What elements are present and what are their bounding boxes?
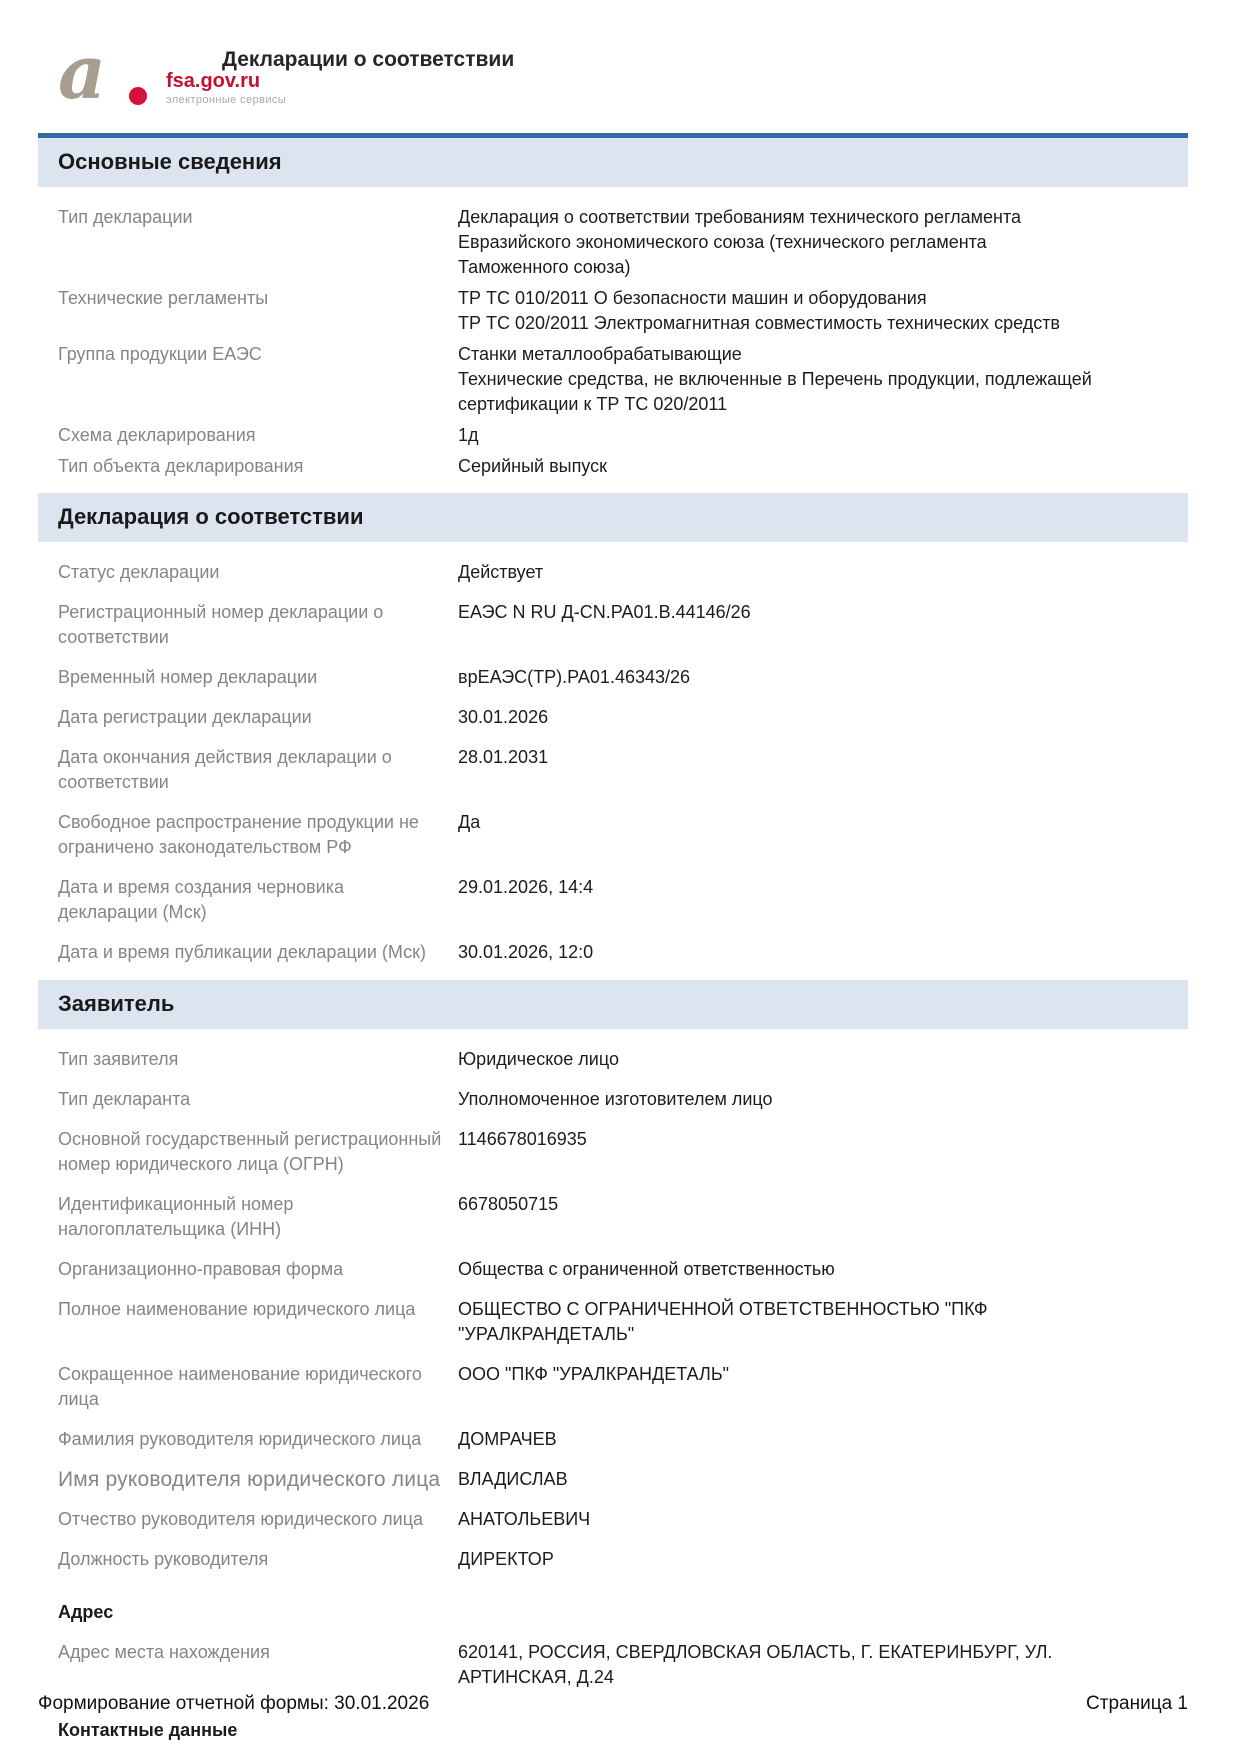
field-values — [458, 1467, 1098, 1492]
field-value: Да — [458, 812, 481, 832]
field-value: Декларация о соответствии требованиям технического регламента Евразийского экономического союза (технического регламента Таможенного союза) — [458, 207, 1022, 277]
field-values — [458, 1127, 1098, 1152]
field-label: Технические регламенты — [58, 288, 269, 308]
field-row — [58, 1087, 1168, 1112]
field-values — [458, 1547, 1098, 1572]
field-row — [58, 1547, 1168, 1572]
field-label: Имя руководителя юридического лица — [58, 1468, 441, 1491]
section-basic-info-title: Основные сведения — [38, 133, 1188, 187]
field-values — [458, 705, 1098, 730]
field-label: Схема декларирования — [58, 425, 256, 445]
field-value: ОБЩЕСТВО С ОГРАНИЧЕННОЙ ОТВЕТСТВЕННОСТЬЮ "ПКФ "УРАЛКРАНДЕТАЛЬ" — [458, 1299, 988, 1344]
field-values — [458, 1507, 1098, 1532]
field-label: Свободное распространение продукции не ограничено законодательством РФ — [58, 812, 419, 857]
field-value: ВЛАДИСЛАВ — [458, 1469, 568, 1489]
field-value: ТР ТС 010/2011 О безопасности машин и оборудования — [458, 288, 927, 308]
field-values — [458, 1047, 1098, 1072]
field-label: Статус декларации — [58, 562, 220, 582]
field-label: Тип декларации — [58, 207, 193, 227]
field-value: Технические средства, не включенные в Перечень продукции, подлежащей сертификации к ТР ТС 020/2011 — [458, 369, 1092, 414]
field-row — [58, 454, 1168, 479]
field-value: Уполномоченное изготовителем лицо — [458, 1089, 773, 1109]
section-declaration-rows — [38, 560, 1188, 965]
field-row — [58, 600, 1168, 650]
field-label: Тип декларанта — [58, 1089, 191, 1109]
section-declaration-title: Декларация о соответствии — [38, 493, 1188, 542]
field-label: Тип объекта декларирования — [58, 456, 304, 476]
field-values — [458, 1427, 1098, 1452]
field-row — [58, 705, 1168, 730]
field-label: Основной государственный регистрационный номер юридического лица (ОГРН) — [58, 1129, 442, 1174]
fsa-logo-tagline: электронные сервисы — [166, 94, 287, 106]
field-values — [458, 1192, 1098, 1217]
field-label: Дата окончания действия декларации о соответствии — [58, 747, 392, 792]
field-value: 30.01.2026, 12:0 — [458, 942, 594, 962]
page-number: Страница 1 — [1086, 1693, 1188, 1714]
field-row — [58, 1192, 1168, 1242]
field-values — [458, 875, 1098, 900]
section-basic-info-rows — [38, 205, 1188, 479]
field-row — [58, 342, 1168, 417]
field-row — [58, 1127, 1168, 1177]
field-value: Общества с ограниченной ответственностью — [458, 1259, 835, 1279]
field-value: 620141, РОССИЯ, СВЕРДЛОВСКАЯ ОБЛАСТЬ, Г. ЕКАТЕРИНБУРГ, УЛ. АРТИНСКАЯ, Д.24 — [458, 1642, 1053, 1687]
field-label: Группа продукции ЕАЭС — [58, 344, 262, 364]
field-value: ООО "ПКФ "УРАЛКРАНДЕТАЛЬ" — [458, 1364, 730, 1384]
field-values — [458, 286, 1098, 336]
field-label: Полное наименование юридического лица — [58, 1299, 416, 1319]
field-values — [458, 454, 1098, 479]
field-value: Юридическое лицо — [458, 1049, 619, 1069]
field-row — [58, 1257, 1168, 1282]
field-label: Регистрационный номер декларации о соответствии — [58, 602, 384, 647]
fsa-logo-text — [166, 71, 286, 108]
field-value: ЕАЭС N RU Д-CN.РА01.В.44146/26 — [458, 602, 751, 622]
section-applicant-rows — [38, 1047, 1188, 1742]
field-row — [58, 286, 1168, 336]
subsection-title: Контактные данные — [58, 1720, 238, 1740]
field-value: ТР ТС 020/2011 Электромагнитная совместимость технических средств — [458, 313, 1060, 333]
field-value: Серийный выпуск — [458, 456, 607, 476]
svg-text:а: а — [58, 40, 106, 108]
field-row — [58, 745, 1168, 795]
field-row — [58, 810, 1168, 860]
field-values — [458, 600, 1098, 625]
field-values — [458, 342, 1098, 417]
section-basic-info — [38, 133, 1188, 479]
field-row — [58, 1467, 1168, 1492]
field-label: Организационно-правовая форма — [58, 1259, 344, 1279]
field-value: Действует — [458, 562, 544, 582]
field-values — [458, 1640, 1098, 1690]
field-label: Тип заявителя — [58, 1049, 179, 1069]
field-label: Временный номер декларации — [58, 667, 318, 687]
field-value: 1146678016935 — [458, 1129, 587, 1149]
subsection-title: Адрес — [58, 1602, 114, 1622]
section-declaration — [38, 493, 1188, 965]
field-row — [58, 940, 1168, 965]
field-value: 28.01.2031 — [458, 747, 549, 767]
field-row — [58, 1297, 1168, 1347]
section-applicant-title: Заявитель — [38, 980, 1188, 1029]
field-value: 6678050715 — [458, 1194, 559, 1214]
document-page — [38, 0, 1188, 1742]
field-value: 29.01.2026, 14:4 — [458, 877, 594, 897]
field-label: Сокращенное наименование юридического лица — [58, 1364, 422, 1409]
field-value: Станки металлообрабатывающие — [458, 344, 742, 364]
field-label: Должность руководителя — [58, 1549, 269, 1569]
field-row — [58, 1507, 1168, 1532]
field-row — [58, 560, 1168, 585]
field-row — [58, 665, 1168, 690]
field-label: Фамилия руководителя юридического лица — [58, 1429, 422, 1449]
field-row — [58, 875, 1168, 925]
field-row — [58, 1640, 1168, 1690]
field-values — [458, 1087, 1098, 1112]
field-values — [458, 810, 1098, 835]
field-values — [458, 205, 1098, 280]
page-title: Декларации о соответствии — [222, 48, 515, 71]
field-values — [458, 560, 1098, 585]
field-label: Дата и время публикации декларации (Мск) — [58, 942, 426, 962]
field-row — [58, 205, 1168, 280]
field-row — [58, 1427, 1168, 1452]
field-value: АНАТОЛЬЕВИЧ — [458, 1509, 591, 1529]
field-values — [458, 1362, 1098, 1387]
field-values — [458, 1257, 1098, 1282]
field-value: врЕАЭС(ТР).РА01.46343/26 — [458, 667, 691, 687]
field-values — [458, 423, 1098, 448]
report-generated-date: Формирование отчетной формы: 30.01.2026 — [38, 1693, 430, 1714]
fsa-logo-mark-icon — [58, 40, 158, 108]
fsa-logo-brand: fsa.gov.ru — [166, 70, 261, 92]
field-row — [58, 1047, 1168, 1072]
field-values — [458, 665, 1098, 690]
field-value: ДИРЕКТОР — [458, 1549, 554, 1569]
section-applicant — [38, 980, 1188, 1742]
field-value: ДОМРАЧЕВ — [458, 1429, 557, 1449]
field-row — [58, 423, 1168, 448]
field-row — [58, 1362, 1168, 1412]
page-footer — [38, 1693, 1188, 1715]
field-values — [458, 1297, 1098, 1347]
field-values — [458, 940, 1098, 965]
field-label: Идентификационный номер налогоплательщика (ИНН) — [58, 1194, 294, 1239]
field-values — [458, 745, 1098, 770]
field-value: 30.01.2026 — [458, 707, 549, 727]
document-header — [38, 0, 1188, 133]
field-value: 1д — [458, 425, 479, 445]
field-label: Дата регистрации декларации — [58, 707, 312, 727]
field-label: Дата и время создания черновика декларации (Мск) — [58, 877, 344, 922]
field-label: Адрес места нахождения — [58, 1642, 270, 1662]
field-label: Отчество руководителя юридического лица — [58, 1509, 424, 1529]
